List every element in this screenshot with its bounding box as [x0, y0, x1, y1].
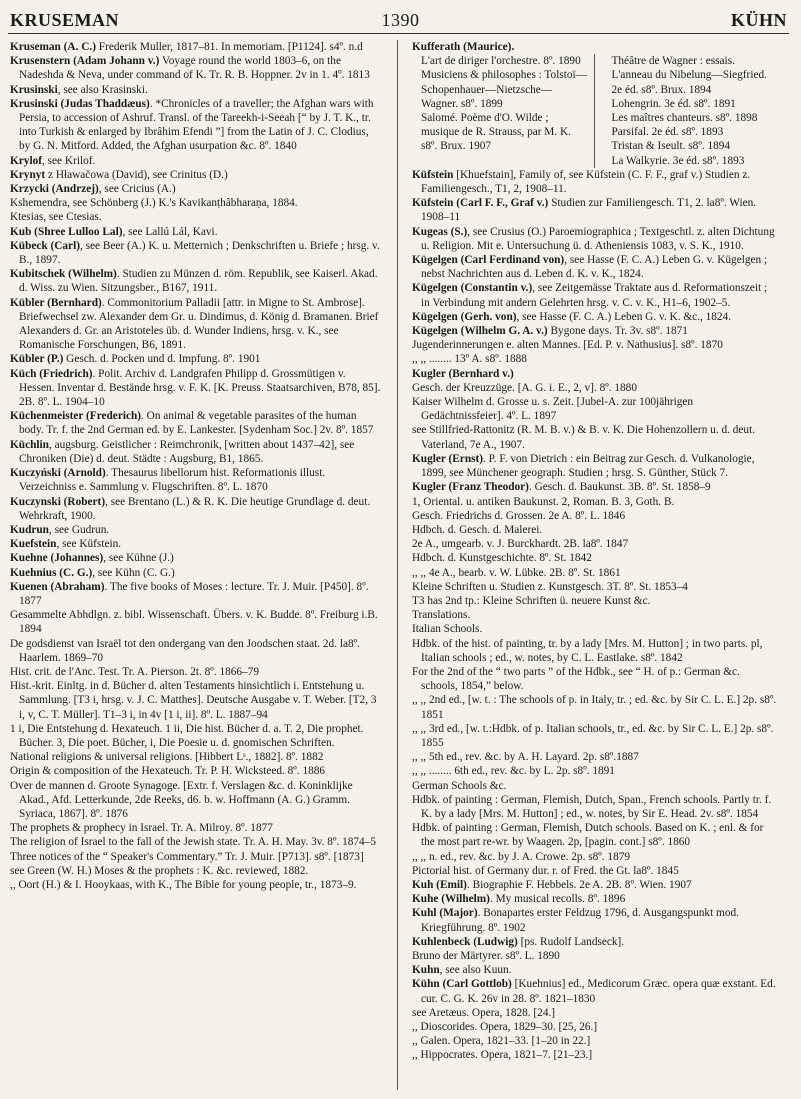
catalog-entry: Musiciens & philosophes : Tolstoï—Schopenhauer—Nietzsche—Wagner. s8º. 1899: [421, 69, 587, 110]
entry-headword: Kudrun: [10, 523, 49, 536]
catalog-entry: Küchlin, augsburg. Geistlicher : Reimchronik, [written about 1437–42], see Chroniken (Die) d. deut. Städte : Augsburg, B1, 1865.: [10, 438, 355, 465]
catalog-entry: Kuehne (Johannes), see Kühne (J.): [10, 552, 174, 565]
kufferath-right-list: [601, 54, 779, 168]
entry-headword: Kügelgen (Gerh. von): [412, 310, 517, 323]
catalog-entry: ,, Oort (H.) & I. Hooykaas, with K., The Bible for young people, tr., 1873–9.: [10, 878, 357, 891]
catalog-entry: Translations.: [412, 609, 471, 622]
entry-headword: Kübler (P.): [10, 353, 64, 366]
catalog-entry: ,, Hippocrates. Opera, 1821–7. [21–23.]: [412, 1049, 593, 1062]
entry-headword: Kuhlenbeck (Ludwig): [412, 935, 518, 948]
catalog-entry: Over de mannen d. Groote Synagoge. [Extr. f. Verslagen &c. d. Koninklijke Akad., Afd. Letterkunde, 2de Reeks, d6. b. w. Hoffmann (A. G.) Gramm. Syriaca, 1867]. 8º. 1876: [10, 779, 353, 820]
entry-headword: Kuehnius (C. G.): [10, 566, 93, 579]
entry-headword: Kugler (Franz Theodor): [412, 481, 529, 494]
entry-headword: Krynyt: [10, 168, 46, 181]
catalog-entry: Kshemendra, see Schönberg (J.) K.'s Kavikanṭhâbharaṇa, 1884.: [10, 197, 298, 210]
entry-headword: Kübeck (Carl): [10, 239, 80, 252]
entry-headword: Küch (Friedrich): [10, 367, 93, 380]
catalog-entry: Krusinski, see also Krasinski.: [10, 83, 148, 96]
catalog-entry: German Schools &c.: [412, 779, 507, 792]
catalog-entry: Gesammelte Abhdlgn. z. bibl. Wissenschaft. Übers. v. K. Budde. 8º. Freiburg i.B. 1894: [10, 609, 378, 636]
catalog-entry: Kugler (Ernst). P. F. von Dietrich : ein Beitrag zur Gesch. d. Vulkanologie, 1899, see Münchener geograph. Studien ; hrsg. S. Günther, Stück 7.: [412, 452, 755, 480]
catalog-entry: Italian Schools.: [412, 623, 483, 636]
catalog-entry: Kuhn, see also Kuun.: [412, 964, 512, 977]
entry-headword: Kügelgen (Constantin v.): [412, 282, 533, 295]
right-entries: [412, 168, 778, 1063]
entry-headword: Kuhe (Wilhelm): [412, 893, 490, 906]
catalog-entry: Hdbk. of painting : German, Flemish, Dutch schools. Based on K. ; enl. & for the most part re-wr. by Waagen. 2p, [pagin. cont.] s8º. 1860: [412, 822, 764, 849]
catalog-entry: Hdbch. d. Kunstgeschichte. 8º. St. 1842: [412, 552, 592, 565]
entry-headword: Kühn (Carl Gottlob): [412, 978, 512, 991]
catalog-entry: ,, Galen. Opera, 1821–33. [1–20 in 22.]: [412, 1035, 591, 1048]
catalog-entry: Kleine Schriften u. Studien z. Kunstgesch. 3T. 8º. St. 1853–4: [412, 580, 688, 593]
entry-headword: Kuczyński (Arnold): [10, 467, 106, 480]
catalog-entry: Salomé. Poème d'O. Wilde ; musique de R. Strauss, par M. K. s8º. Brux. 1907: [421, 112, 571, 153]
catalog-entry: Küch (Friedrich). Polit. Archiv d. Landgrafen Philipp d. Grossmütigen v. Hessen. Inventar d. Bestände hrsg. v. F. K. [K. Preuss. Staatsarchiven, B78, 85]. 2B. 8º. L. 1904–10: [10, 367, 381, 409]
catalog-entry: Kugeas (S.), see Crusius (O.) Paroemiographica ; Textgeschtl. z. alten Dichtung u. Religion. Mit e. Untersuchung ü. d. Atheniensis 1083, v. S. K., 1910.: [412, 225, 775, 252]
catalog-entry: Kaiser Wilhelm d. Grosse u. s. Zeit. [Jubel-A. zur 100jährigen Gedächtnissfeier]. 4º. L. 1897: [412, 396, 694, 423]
catalog-entry: Krusenstern (Adam Johann v.) Voyage round the world 1803–6, on the Nadeshda & Neva, under command of K. Tr. R. B. Hoppner. 2v in 1. 4º. 1813: [10, 55, 370, 82]
entry-headword: Kufferath (Maurice).: [412, 41, 515, 53]
catalog-entry: Kuczynski (Robert), see Brentano (L.) & R. K. Die heutige Grundlage d. deut. Wehrkraft, 1900.: [10, 495, 371, 522]
catalog-entry: Kübler (P.) Gesch. d. Pocken und d. Impfung. 8º. 1901: [10, 353, 261, 366]
entry-headword: Kübler (Bernhard): [10, 296, 102, 309]
catalog-entry: Kühn (Carl Gottlob) [Kuehnius] ed., Medicorum Græc. opera quæ exstant. Ed. cur. C. G. K. 26v in 28. 8º. 1821–1830: [412, 978, 776, 1005]
column-divider: [397, 40, 398, 1090]
catalog-entry: Krynyt z Hławačowa (David), see Crinitus (D.): [10, 168, 228, 181]
catalog-entry: 2e A., umgearb. v. J. Burckhardt. 2B. la8º. 1847: [412, 538, 629, 551]
catalog-entry: Kügelgen (Carl Ferdinand von), see Hasse (F. C. A.) Leben G. v. Kügelgen ; nebst Nachrichten aus d. Leben d. K. v. K., 1824.: [412, 254, 768, 281]
catalog-entry: ,, ,, n. ed., rev. &c. by J. A. Crowe. 2p. s8º. 1879: [412, 850, 631, 863]
catalog-entry: Küchenmeister (Frederich). On animal & vegetable parasites of the human body. Tr. f. the 2nd German ed. by E. Lankester. [Sydenham Soc.] 2v. 8º. 1857: [10, 410, 374, 437]
left-column: [10, 40, 382, 892]
catalog-entry: Kügelgen (Constantin v.), see Zeitgemässe Traktate aus d. Reformationszeit ; in Verbindung mit andern Gelehrten hrsg. v. C. v. K., H1–6, 1902–5.: [412, 282, 768, 309]
catalog-entry: Gesch. Friedrichs d. Grossen. 2e A. 8º. L. 1846: [412, 509, 626, 522]
entry-headword: Kruseman (A. C.): [10, 41, 96, 53]
catalog-entry: Kuhlenbeck (Ludwig) [ps. Rudolf Landseck].: [412, 935, 625, 948]
catalog-entry: Théâtre de Wagner : essais. L'anneau du Nibelung—Siegfried. 2e éd. s8º. Brux. 1894: [611, 55, 767, 96]
catalog-entry: see Stillfried-Rattonitz (R. M. B. v.) & B. v. K. Die Hohenzollern u. d. deut. Vaterland, 7e A., 1907.: [412, 424, 756, 451]
catalog-entry: Kruseman (A. C.) Frederik Muller, 1817–81. In memoriam. [P1124]. s4º. n.d: [10, 41, 363, 53]
entry-headword: Kuh (Emil): [412, 878, 467, 891]
entry-headword: Küfstein: [412, 168, 454, 181]
page-header: [0, 0, 801, 38]
catalog-entry: Lohengrin. 3e éd. s8º. 1891: [611, 97, 736, 110]
entry-headword: Krylof: [10, 154, 42, 167]
entry-headword: Kuenen (Abraham): [10, 580, 105, 593]
catalog-entry: ,, ,, 5th ed., rev. &c. by A. H. Layard. 2p. s8º.1887: [412, 751, 639, 764]
entry-headword: Kubitschek (Wilhelm): [10, 268, 117, 281]
catalog-entry: ,, ,, ........ 6th ed., rev. &c. by L. 2p. s8º. 1891: [412, 765, 615, 778]
catalog-entry: Parsifal. 2e éd. s8º. 1893: [611, 126, 724, 139]
catalog-entry: Hdbch. d. Gesch. d. Malerei.: [412, 523, 543, 536]
catalog-entry: ,, ,, 2nd ed., [w. t. : The schools of p. in Italy, tr. ; ed. &c. by Sir C. L. E.] 2p. s8º. 1851: [412, 694, 777, 721]
catalog-entry: Küfstein (Carl F. F., Graf v.) Studien zur Familiengesch. T1, 2. la8º. Wien. 1908–11: [412, 197, 757, 224]
catalog-entry: ,, ,, 4e A., bearb. v. W. Lübke. 2B. 8º. St. 1861: [412, 566, 621, 579]
catalog-entry: Kübler (Bernhard). Commonitorium Palladii [attr. in Migne to St. Ambrose]. Briefwechsel zw. Alexander dem Gr. u. Dindimus, d. König d. Bramanen. Brief Alexanders d. Gr. an Aristoteles üb. d. Wunder Indiens, hrsg. v. K., see Romanische Forschungen, B6, 1891.: [10, 296, 379, 352]
catalog-entry: T3 has 2nd tp.: Kleine Schriften ü. neuere Kunst &c.: [412, 594, 651, 607]
catalog-entry: Hist. crit. de l'Anc. Test. Tr. A. Pierson. 2t. 8º. 1866–79: [10, 665, 259, 678]
catalog-entry: Ktesias, see Ctesias.: [10, 211, 102, 224]
catalog-entry: Kuehnius (C. G.), see Kühn (C. G.): [10, 566, 175, 579]
catalog-entry: Tristan & Iseult. s8º. 1894: [611, 140, 731, 153]
entry-headword: Küchenmeister (Frederich): [10, 410, 142, 423]
catalog-entry: La Walkyrie. 3e éd. s8º. 1893: [611, 154, 745, 167]
catalog-entry: see Aretæus. Opera, 1828. [24.]: [412, 1006, 556, 1019]
catalog-entry: Jugenderinnerungen e. alten Mannes. [Ed. P. v. Nathusius]. s8º. 1870: [412, 339, 723, 352]
catalog-entry: Kubitschek (Wilhelm). Studien zu Münzen d. röm. Republik, see Kaiserl. Akad. d. Wiss. zu Wien. Sitzungsber., B167, 1911.: [10, 268, 378, 295]
entry-headword: Kügelgen (Wilhelm G. A. v.): [412, 325, 548, 338]
catalog-entry: Kuenen (Abraham). The five books of Moses : lecture. Tr. J. Muir. [P450]. 8º. 1877: [10, 580, 369, 607]
entry-headword: Krusenstern (Adam Johann v.): [10, 55, 160, 68]
catalog-entry: Kuczyński (Arnold). Thesaurus libellorum hist. Reformationis illust. Verzeichniss e. Sammlung v. Flugschriften. 8º. L. 1870: [10, 467, 326, 494]
catalog-entry-heading: [412, 40, 778, 54]
entry-headword: Kugeas (S.): [412, 225, 468, 238]
catalog-entry: [412, 367, 778, 381]
catalog-entry: ,, Dioscorides. Opera, 1829–30. [25, 26.]: [412, 1021, 598, 1034]
catalog-entry: Bruno der Märtyrer. s8º. L. 1890: [412, 950, 560, 962]
catalog-entry: ,, ,, 3rd ed., [w. t.:Hdbk. of p. Italian schools, tr., ed. &c. by Sir C. L. E.] 2p. s8º. 1855: [412, 722, 774, 749]
entry-headword: Kub (Shree Lulloo Lal): [10, 225, 123, 238]
catalog-entry: Kuhe (Wilhelm). My musical recolls. 8º. 1896: [412, 893, 626, 906]
kufferath-left-list: [412, 54, 595, 168]
header-rule: [8, 33, 789, 34]
kufferath-subtable: [412, 54, 778, 168]
catalog-entry: Three notices of the “ Speaker's Commentary.” Tr. J. Muir. [P713]. s8º. [1873]: [10, 850, 364, 863]
entry-headword: Krzycki (Andrzej): [10, 183, 99, 196]
catalog-entry: Les maîtres chanteurs. s8º. 1898: [611, 112, 758, 125]
entry-headword: Kugler (Ernst): [412, 452, 484, 465]
catalog-entry: Küfstein [Khuefstain], Family of, see Küfstein (C. F. F., graf v.) Studien z. Familiengesch., T1, 2, 1908–11.: [412, 168, 751, 196]
entry-headword: Krusinski: [10, 83, 58, 96]
catalog-entry: ,, ,, ........ 13º A. s8º. 1888: [412, 353, 527, 366]
entry-headword: Krusinski (Judas Thaddæus): [10, 97, 150, 110]
catalog-entry: Gesch. der Kreuzzüge. [A. G. i. E., 2, v]. 8º. 1880: [412, 381, 637, 394]
entry-headword: Kuefstein: [10, 538, 57, 551]
catalog-entry: The prophets & prophecy in Israel. Tr. A. Milroy. 8º. 1877: [10, 822, 273, 835]
catalog-entry: The religion of Israel to the fall of the Jewish state. Tr. A. H. May. 3v. 8º. 1874–5: [10, 836, 376, 849]
running-head-left: KRUSEMAN: [10, 10, 120, 30]
catalog-entry: Hdbk. of painting : German, Flemish, Dutch, Span., French schools. Partly tr. f. K. by a lady [Mrs. M. Hutton] ; ed., w. notes, by Sir E. Head. 2v. s8º. 1854: [412, 793, 772, 820]
catalog-entry: 1, Oriental. u. antiken Baukunst. 2, Roman. B. 3, Goth. B.: [412, 495, 675, 508]
catalog-entry: see Green (W. H.) Moses & the prophets : K. &c. reviewed, 1882.: [10, 864, 309, 877]
entry-headword: Kugler (Bernhard v.): [412, 367, 514, 380]
catalog-entry: Krusinski (Judas Thaddæus). *Chronicles of a traveller; the Afghan wars with Persia, to accession of Ashruf. Transl. of the Tareekh-i-Seeah [“ by J. T. K., tr. into Turkish & enlarged by Ibrâhim Efendi ”] from the Latin of J. C. Clodius, by G. N. Mitford. Added, the Afghan usurpation &c. 8º. 1840: [10, 97, 374, 153]
catalog-entry: Kuh (Emil). Biographie F. Hebbels. 2e A. 2B. 8º. Wien. 1907: [412, 878, 692, 891]
catalog-entry: Kudrun, see Gudrun.: [10, 523, 110, 536]
catalog-entry: For the 2nd of the “ two parts ” of the Hdbk., see “ H. of p.: German &c. schools, 1854,” below.: [412, 665, 740, 693]
entry-headword: Kügelgen (Carl Ferdinand von): [412, 254, 565, 267]
catalog-entry: Kügelgen (Wilhelm G. A. v.) Bygone days. Tr. 3v. s8º. 1871: [412, 325, 688, 338]
entry-headword: Kuczynski (Robert): [10, 495, 106, 508]
catalog-entry: L'art de diriger l'orchestre. 8º. 1890: [421, 55, 581, 68]
catalog-entry: Krylof, see Krilof.: [10, 154, 96, 167]
catalog-entry: Kub (Shree Lulloo Lal), see Lallú Lál, Kavi.: [10, 225, 218, 238]
catalog-entry: Kuhl (Major). Bonapartes erster Feldzug 1796, d. Ausgangspunkt mod. Kriegführung. 8º. 1902: [412, 907, 739, 934]
entry-headword: Kuhn: [412, 964, 440, 977]
catalog-entry: Kübeck (Carl), see Beer (A.) K. u. Metternich ; Denkschriften u. Briefe ; hrsg. v. B., 1897.: [10, 239, 380, 267]
entry-headword: Küchlin: [10, 438, 49, 451]
entry-headword: Küfstein (Carl F. F., Graf v.): [412, 197, 549, 210]
running-head-right: KÜHN: [731, 10, 787, 30]
catalog-entry: 1 i, Die Entstehung d. Hexateuch. 1 ii, Die hist. Bücher d. a. T. 2, Die prophet. Bücher. 3, Die poet. Bücher, i, Die Poesie u. d. gnomischen Schriften.: [10, 722, 364, 749]
catalog-entry: Krzycki (Andrzej), see Cricius (A.): [10, 183, 176, 196]
catalog-entry: Hdbk. of the hist. of painting, tr. by a lady [Mrs. M. Hutton] ; in two parts. pl, Italian schools ; ed., w. notes, by C. L. Eastlake. s8º. 1842: [412, 637, 763, 664]
page-number: 1390: [381, 10, 420, 30]
catalog-entry: De godsdienst van Israël tot den ondergang van den Joodschen staat. 2d. la8º. Haarlem. 1869–70: [10, 637, 360, 664]
right-column: [412, 40, 778, 1063]
catalog-entry: Hist.-krit. Einltg. in d. Bücher d. alten Testaments hinsichtlich i. Entstehung u. Sammlung. [T3 i, hrsg. v. J. C. Matthes]. Deutsche Ausgabe v. T. Weber. [T2, 3 i, v, C. T. Müller]. T1–3 i, in 4v [1 i, ii]. 8º. L. 1887–94: [10, 680, 377, 721]
catalog-entry: Kügelgen (Gerh. von), see Hasse (F. C. A.) Leben G. v. K. &c., 1824.: [412, 310, 732, 323]
catalog-entry: Origin & composition of the Hexateuch. Tr. P. H. Wicksteed. 8º. 1886: [10, 765, 326, 778]
catalog-entry: Kuefstein, see Küfstein.: [10, 538, 122, 551]
entry-headword: Kuhl (Major): [412, 907, 478, 920]
catalog-entry: National religions & universal religions. [Hibbert Lˢ., 1882]. 8º. 1882: [10, 751, 324, 764]
catalog-entry: Pictorial hist. of Germany dur. r. of Fred. the Gt. la8º. 1845: [412, 864, 679, 877]
catalog-entry: Kugler (Franz Theodor). Gesch. d. Baukunst. 3B. 8º. St. 1858–9: [412, 481, 711, 494]
entry-headword: Kuehne (Johannes): [10, 552, 104, 565]
